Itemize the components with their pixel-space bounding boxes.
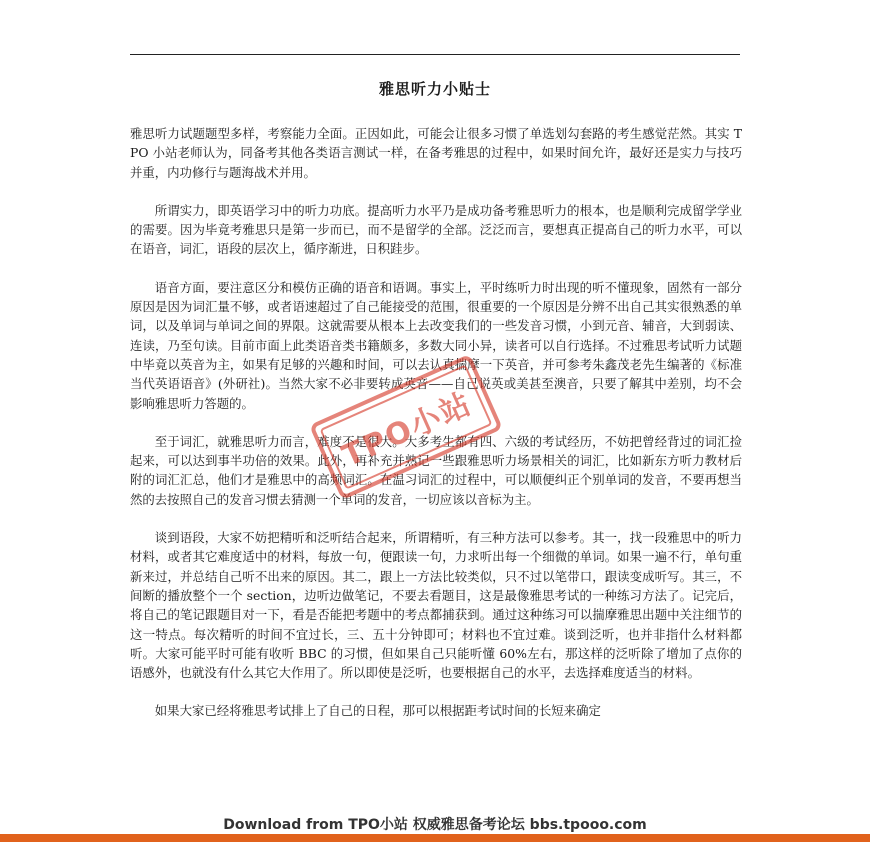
- paragraph-ability: 所谓实力，即英语学习中的听力功底。提高听力水平乃是成功备考雅思听力的根本，也是顺利完成留学学业的需要。因为毕竟考雅思只是第一步而已，而不是留学的全部。泛泛而言，要想真正提高自己的听力水平，可以在语音，词汇，语段的层次上，循序渐进，日积跬步。: [130, 202, 742, 257]
- paragraph-pronunciation: 语音方面，要注意区分和模仿正确的语音和语调。事实上，平时练听力时出现的听不懂现象，固然有一部分原因是因为词汇量不够，或者语速超过了自己能接受的范围，很重要的一个原因是分辨不出自己其实很熟悉的单词，以及单词与单词之间的界限。这就需要从根本上去改变我们的一些发音习惯，小到元音、辅音，大到弱读、连读，乃至句读。目前市面上此类语音类书籍颇多，多数大同小异，读者可以自行选择。不过雅思考试听力试题中毕竟以英音为主，如果有足够的兴趣和时间，可以去认真揣摩一下英音，并可参考朱鑫茂老先生编著的《标准当代英语语音》(外研社)。当然大家不必非要转成英音——自己说英或美甚至澳音，只要了解其中差别，均不会影响雅思听力答题的。: [130, 279, 742, 411]
- paragraph-intro: 雅思听力试题题型多样，考察能力全面。正因如此，可能会让很多习惯了单选划勾套路的考生感觉茫然。其实 TPO 小站老师认为，同备考其他各类语言测试一样，在备考雅思的过程中，如果时间允许，最好还是实力与技巧并重，内功修行与题海战术并用。: [130, 126, 742, 180]
- footer-accent-bar: [0, 834, 870, 842]
- paragraph-passages: 谈到语段，大家不妨把精听和泛听结合起来，所谓精听，有三种方法可以参考。其一，找一段雅思中的听力材料，或者其它难度适中的材料，每放一句，便跟读一句，力求听出每一个细微的单词。如果一遍不行，单句重新来过，并总结自己听不出来的原因。其二，跟上一方法比较类似，只不过以笔带口，跟读变成听写。其三，不间断的播放整个一个 section，边听边做笔记，不要去看题目，这是最像雅思考试的一种练习方法了。记完后，将自己的笔记跟题目对一下，看是否能把考题中的考点都捕获到。通过这种练习可以揣摩雅思出题中关注细节的这一特点。每次精听的时间不宜过长，三、五十分钟即可；材料也不宜过难。谈到泛听，也并非指什么材料都听。大家可能平时可能有收听 BBC 的习惯，但如果自己只能听懂 60%左右，那这样的泛听除了增加了点你的语感外，也就没有什么其它大作用了。所以即使是泛听，也要根据自己的水平，去选择难度适当的材料。: [130, 530, 742, 681]
- document-body: [130, 124, 742, 721]
- header-rule: [130, 54, 740, 55]
- stamp-text: TPO小站: [337, 386, 478, 475]
- paragraph-vocabulary: 至于词汇，就雅思听力而言，难度不是很大。大多考生都有四、六级的考试经历，不妨把曾经背过的词汇捡起来，可以达到事半功倍的效果。此外，再补充并熟记一些跟雅思听力场景相关的词汇，比如新东方听力教材后附的词汇汇总，他们才是雅思中的高频词汇。在温习词汇的过程中，可以顺便纠正个别单词的发音，不要再想当然的去按照自己的发音习惯去猜测一个单词的发音，一切应该以音标为主。: [130, 433, 742, 507]
- document-title: 雅思听力小贴士: [378, 80, 491, 98]
- paragraph-schedule: 如果大家已经将雅思考试排上了自己的日程，那可以根据距考试时间的长短来确定: [154, 703, 601, 719]
- footer-download-link[interactable]: Download from TPO小站 权威雅思备考论坛 bbs.tpooo.com: [223, 817, 647, 833]
